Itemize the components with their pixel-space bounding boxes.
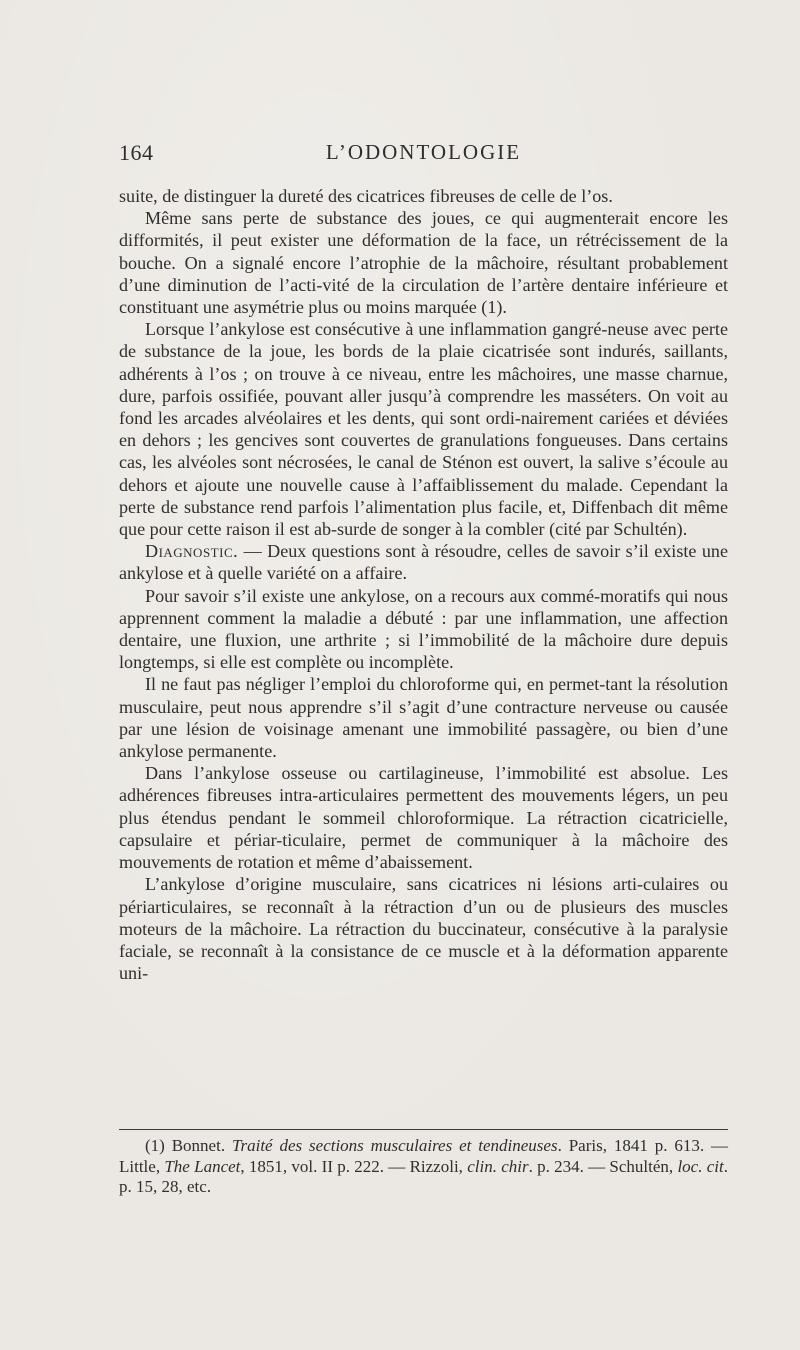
footnote-segment: , 1851, vol. II p. 222. — Rizzoli, xyxy=(240,1156,468,1176)
footnote-paragraph xyxy=(119,1136,728,1198)
footnote-rule xyxy=(119,1129,728,1130)
footnote xyxy=(119,1136,728,1198)
footnote-title-italic: The Lancet xyxy=(164,1156,241,1176)
footnote-title-italic: clin. chir xyxy=(467,1156,529,1176)
page-header xyxy=(119,140,728,170)
section-heading-diagnostic: Diagnostic. xyxy=(145,541,239,562)
paragraph-diagnostic-text: — Deux questions sont à résoudre, celles de savoir s’il existe une ankylose et à quelle variété on a affaire. xyxy=(119,541,728,584)
footnote-segment: . p. 15, 28, etc. xyxy=(119,1156,728,1196)
footnote-segment: . p. 234. — Schultén, xyxy=(528,1156,678,1176)
footnote-segment: Bonnet. xyxy=(164,1136,232,1155)
paragraph: Dans l’ankylose osseuse ou cartilagineuse, l’immobilité est absolue. Les adhérences fibreuses intra-articulaires permettent des mouvements légers, un peu plus étendus pendant le sommeil chloroformique. La rétraction cicatricielle, capsulaire et périar-ticulaire, permet de communiquer à la mâchoire des mouvements de rotation et même d’abaissement. xyxy=(119,763,728,873)
paragraph: Même sans perte de substance des joues, ce qui augmenterait encore les difformités, il peut exister une déformation de la face, un rétrécissement de la bouche. On a signalé encore l’atrophie de la mâchoire, résultant probablement d’une diminution de l’acti-vité de la circulation de l’artère dentaire inférieure et constituant une asymétrie plus ou moins marquée (1). xyxy=(119,208,728,318)
paragraph: L’ankylose d’origine musculaire, sans cicatrices ni lésions arti-culaires ou périarticulaires, se reconnaît à la rétraction d’un ou de plusieurs des muscles moteurs de la mâchoire. La rétraction du buccinateur, consécutive à la paralysie faciale, se reconnaît à la consistance de ce muscle et à la déformation apparente uni- xyxy=(119,874,728,984)
footnote-title-italic: Traité des sections musculaires et tendineuses xyxy=(231,1136,558,1155)
paragraph: Il ne faut pas négliger l’emploi du chloroforme qui, en permet-tant la résolution musculaire, peut nous apprendre s’il s’agit d’une contracture nerveuse ou causée par une lésion de voisinage amenant une immobilité passagère, ou bien d’une ankylose permanente. xyxy=(119,674,728,762)
page-number: 164 xyxy=(119,140,154,165)
paragraph: Lorsque l’ankylose est consécutive à une inflammation gangré-neuse avec perte de substance de la joue, les bords de la plaie cicatrisée sont indurés, saillants, adhérents à l’os ; on trouve à ce niveau, entre les mâchoires, une masse charnue, dure, parfois ossifiée, pouvant aller jusqu’à comprendre les masséters. On voit au fond les arcades alvéolaires et les dents, qui sont ordi-nairement cariées et déviées en dehors ; les gencives sont couvertes de granulations fongueuses. Dans certains cas, les alvéoles sont nécrosées, le canal de Sténon est ouvert, la salive s’écoule au dehors et ajoute une nouvelle cause à l’affaiblissement du malade. Cependant la perte de substance rend parfois l’alimentation plus facile, et, Diffenbach dit même que pour cette raison il est ab-surde de songer à la combler (cité par Schultén). xyxy=(119,319,728,540)
paragraph-continued: suite, de distinguer la dureté des cicatrices fibreuses de celle de l’os. xyxy=(119,186,613,206)
body-text xyxy=(119,185,728,984)
footnote-title-italic: loc. cit xyxy=(677,1156,724,1176)
paragraph-diagnostic xyxy=(119,540,728,584)
running-head: L’ODONTOLOGIE xyxy=(325,140,522,164)
paragraph: Pour savoir s’il existe une ankylose, on a recours aux commé-moratifs qui nous apprennent comment la maladie a débuté : par une inflammation, une affection dentaire, une fluxion, une arthrite ; si l’immobilité de la mâchoire dure depuis longtemps, si elle est complète ou incomplète. xyxy=(119,585,728,673)
footnote-segment: . Paris, 1841 p. 613. — Little, xyxy=(119,1136,729,1176)
footnote-marker: (1) xyxy=(145,1136,165,1155)
